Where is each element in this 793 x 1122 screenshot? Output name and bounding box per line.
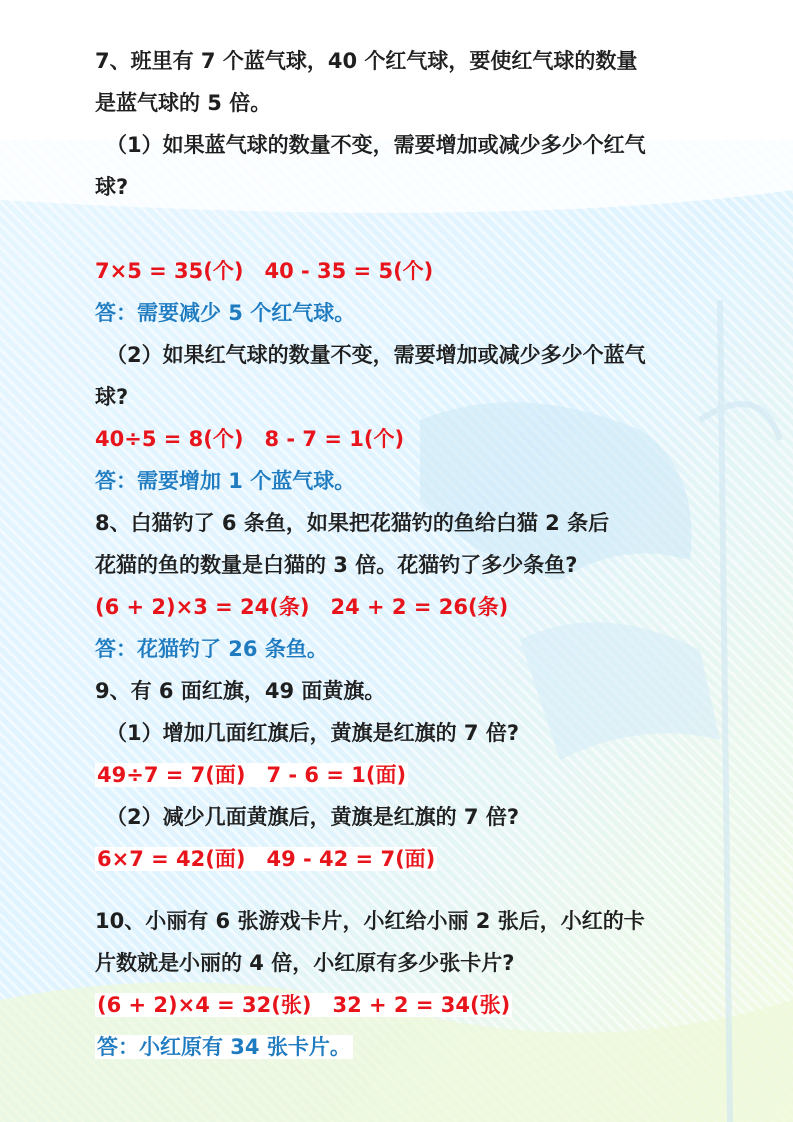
problem-10-answer	[95, 1032, 353, 1062]
problem-7-sub1-answer: 答：需要减少 5 个红气球。	[95, 301, 356, 325]
problem-8-text-line-2: 花猫的鱼的数量是白猫的 3 倍。花猫钓了多少条鱼?	[95, 553, 578, 577]
problem-10-calculation	[95, 990, 512, 1020]
problem-7-sub1-calculation: 7×5 = 35(个) 40 - 35 = 5(个)	[95, 259, 434, 283]
problem-10-text-line-1: 10、小丽有 6 张游戏卡片，小红给小丽 2 张后，小红的卡	[95, 909, 645, 933]
problem-10-text-line-2: 片数就是小丽的 4 倍，小红原有多少张卡片?	[95, 951, 515, 975]
problem-10-answer-text: 答：小红原有 34 张卡片。	[97, 1035, 351, 1059]
problem-7-sub2-text-line-2: 球?	[95, 385, 129, 409]
problem-7-sub2-text-line-1: （2）如果红气球的数量不变，需要增加或减少多少个蓝气	[106, 343, 646, 367]
problem-7-sub2-answer: 答：需要增加 1 个蓝气球。	[95, 469, 356, 493]
problem-10-calculation-text: (6 + 2)×4 = 32(张) 32 + 2 = 34(张)	[97, 993, 511, 1017]
problem-9-sub2-calculation	[95, 844, 437, 874]
problem-7-text-line-2: 是蓝气球的 5 倍。	[95, 91, 272, 115]
problem-7-sub1-text-line-2: 球?	[95, 175, 129, 199]
problem-7-sub2-calculation: 40÷5 = 8(个) 8 - 7 = 1(个)	[95, 427, 405, 451]
problem-9-sub1-calculation-text: 49÷7 = 7(面) 7 - 6 = 1(面)	[97, 763, 407, 787]
problem-8-answer: 答：花猫钓了 26 条鱼。	[95, 637, 328, 661]
problem-7-text-line-1: 7、班里有 7 个蓝气球，40 个红气球，要使红气球的数量	[95, 49, 638, 73]
problem-9-sub2-text: （2）减少几面黄旗后，黄旗是红旗的 7 倍?	[106, 805, 520, 829]
problem-8-text-line-1: 8、白猫钓了 6 条鱼，如果把花猫钓的鱼给白猫 2 条后	[95, 511, 610, 535]
problem-9-sub2-calculation-text: 6×7 = 42(面) 49 - 42 = 7(面)	[97, 847, 436, 871]
problem-9-sub1-text: （1）增加几面红旗后，黄旗是红旗的 7 倍?	[106, 721, 520, 745]
problem-9-text: 9、有 6 面红旗，49 面黄旗。	[95, 679, 386, 703]
problem-8-calculation: (6 + 2)×3 = 24(条) 24 + 2 = 26(条)	[95, 595, 509, 619]
problem-9-sub1-calculation	[95, 760, 408, 790]
problem-7-sub1-text-line-1: （1）如果蓝气球的数量不变，需要增加或减少多少个红气	[106, 133, 646, 157]
